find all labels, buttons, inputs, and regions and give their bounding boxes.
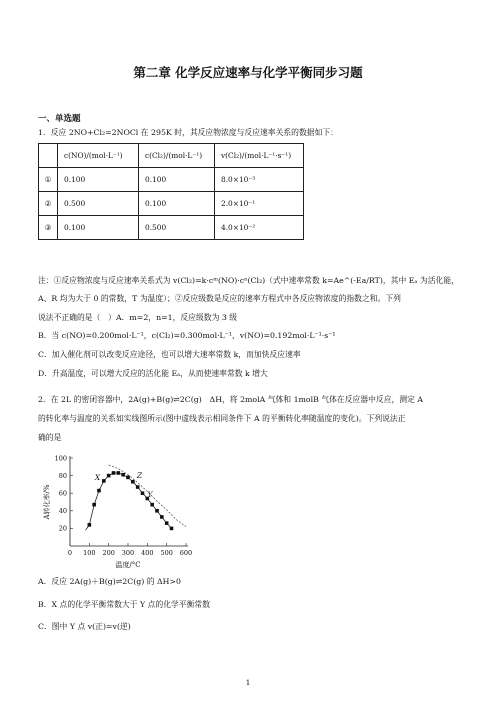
- x-tick-label: 600: [179, 549, 193, 557]
- data-point: [141, 491, 145, 495]
- data-point: [117, 471, 121, 475]
- data-point: [165, 521, 169, 525]
- table-header-rate: v(Cl₂)/(mol·L⁻¹·s⁻¹): [215, 144, 304, 168]
- x-tick-label: 100: [83, 549, 96, 557]
- table-cell: 0.500: [58, 192, 139, 216]
- chart-curves: [86, 465, 187, 530]
- table-cell: 4.0×10⁻²: [215, 216, 304, 240]
- point-label-z: Z: [136, 470, 143, 480]
- q1-note-line3: 说法不正确的是（ ）A．m=2，n=1，反应级数为 3 级: [38, 313, 238, 322]
- table-cell: 0.100: [58, 216, 139, 240]
- table-cell: ③: [39, 216, 58, 240]
- data-point: [170, 527, 174, 531]
- x-tick-label: 200: [102, 549, 115, 557]
- table-cell: 8.0×10⁻³: [215, 168, 304, 192]
- y-tick-label: 20: [58, 524, 67, 533]
- data-point: [97, 489, 101, 493]
- table-row: [39, 192, 304, 216]
- q1-option-c: C．加入催化剂可以改变反应途径，也可以增大速率常数 k，而加快反应速率: [38, 350, 301, 359]
- q1-option-d: D．升高温度，可以增大反应的活化能 Eₐ，从而使速率常数 k 增大: [38, 369, 268, 378]
- point-label-x: X: [94, 472, 101, 482]
- table-header-row: [39, 144, 304, 168]
- y-tick-label: 60: [58, 489, 67, 498]
- y-tick-label: 40: [58, 507, 67, 516]
- q1-stem: 1．反应 2NO+Cl₂=2NOCl 在 295K 时，其反应物浓度与反应速率关系的数据如下：: [38, 128, 338, 137]
- data-point: [150, 503, 154, 507]
- data-point: [131, 480, 135, 484]
- page-title: 第二章 化学反应速率与化学平衡同步习题: [133, 65, 363, 80]
- table-cell: [39, 144, 58, 168]
- section-heading: 一、单选题: [38, 114, 81, 124]
- q2-option-a: A．反应 2A(g)＋B(g)⇌2C(g) 的 ΔH>0: [38, 577, 181, 586]
- page-number: 1: [245, 678, 251, 687]
- q2-stem-line3: 确的是: [38, 433, 62, 442]
- x-axis-label: 温度/°C: [115, 561, 141, 568]
- q2-stem-line2: 的转化率与温度的关系如实线图所示(图中虚线表示相同条件下 A 的平衡转化率随温度的变化)。下列说法正: [38, 414, 406, 423]
- point-label-y: Y: [147, 490, 153, 500]
- table-cell: 0.500: [139, 216, 215, 240]
- data-point: [107, 474, 111, 478]
- data-point: [92, 503, 96, 507]
- data-point: [88, 523, 92, 527]
- table-cell: 0.100: [139, 192, 215, 216]
- x-tick-label: 500: [160, 549, 173, 557]
- x-tick-label: 0: [67, 549, 73, 557]
- q2-option-c: C．图中 Y 点 v(正)=v(逆): [38, 622, 131, 631]
- data-point: [112, 471, 116, 475]
- y-tick-label: 100: [54, 454, 67, 463]
- table-cell: 0.100: [58, 168, 139, 192]
- data-point: [155, 509, 159, 513]
- y-axis-label: A转化率/%: [43, 484, 51, 520]
- data-point: [121, 473, 125, 477]
- table-row: [39, 216, 304, 240]
- data-point: [126, 476, 130, 480]
- chart-axes: [55, 454, 193, 557]
- q2-stem-line1: 2．在 2L 的密闭容器中，2A(g)+B(g)⇌2C(g) ΔH，将 2molA 气体和 1molB 气体在反应器中反应，测定 A: [38, 395, 424, 404]
- data-point: [136, 485, 140, 489]
- q1-note-line2: A、R 均为大于 0 的常数，T 为温度）；②反应级数是反应的速率方程式中各反应物浓度的指数之和。下列: [38, 294, 401, 303]
- data-point: [160, 515, 164, 519]
- q1-option-b: B．当 c(NO)=0.200mol·L⁻¹，c(Cl₂)=0.300mol·L⁻¹，v(NO)=0.192mol·L⁻¹·s⁻¹: [38, 331, 336, 340]
- x-tick-label: 400: [141, 549, 154, 557]
- q2-option-b: B．X 点的化学平衡常数大于 Y 点的化学平衡常数: [38, 600, 211, 609]
- table-header-cno: c(NO)/(mol·L⁻¹): [58, 144, 139, 168]
- table-cell: ①: [39, 168, 58, 192]
- y-tick-label: 80: [58, 471, 67, 480]
- table-cell: 0.100: [139, 168, 215, 192]
- table-row: [39, 168, 304, 192]
- data-point: [102, 479, 106, 483]
- conversion-temperature-chart: [38, 452, 198, 568]
- table-header-ccl2: c(Cl₂)/(mol·L⁻¹): [139, 144, 215, 168]
- q1-note-line1: 注：①反应物浓度与反应速率关系式为 v(Cl₂)=k·cᵐ(NO)·cⁿ(Cl₂)（式中速率常数 k=Ae^(-Ea/RT)，其中 Eₐ 为活化能，: [38, 276, 459, 285]
- rate-table: [38, 143, 304, 240]
- x-tick-label: 300: [121, 549, 135, 557]
- table-cell: ②: [39, 192, 58, 216]
- table-cell: 2.0×10⁻¹: [215, 192, 304, 216]
